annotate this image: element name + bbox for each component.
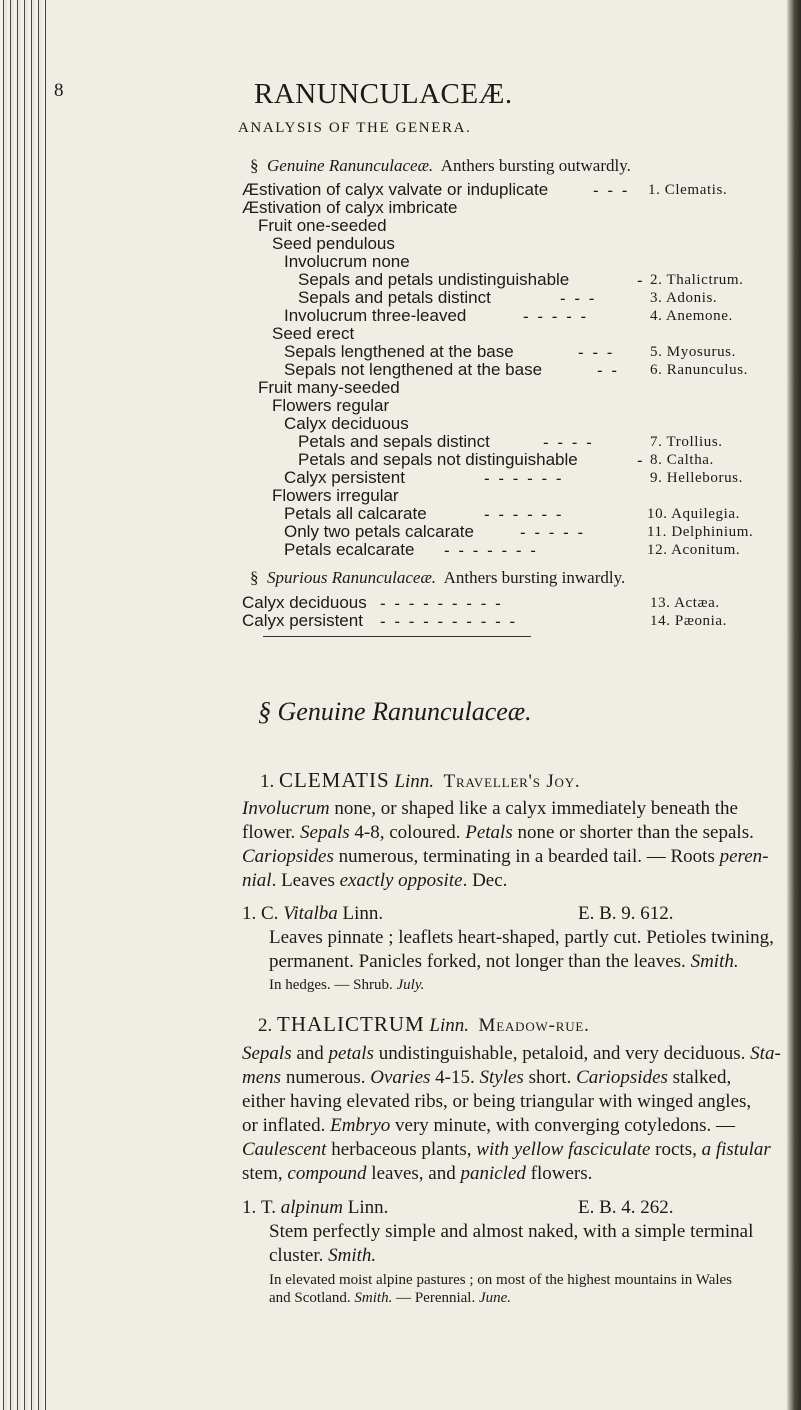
genus-authority: Linn. [394,771,435,792]
text: and Scotland. [269,1290,355,1306]
text: rocts, [650,1139,702,1160]
spurious-subheading [250,568,625,588]
key-row-dots: - - - - - [520,523,586,542]
key-row-result: 2. Thalictrum. [650,272,744,288]
key-row-text: Petals and sepals distinct [298,432,490,451]
habitat-line: In elevated moist alpine pastures ; on most of the highest mountains in Wales [269,1272,733,1288]
key-row-result: 6. Ranunculus. [650,362,748,378]
text: none, or shaped like a calyx immediately beneath the [329,798,738,819]
description-line [242,822,754,844]
species-description-line [269,951,739,973]
term: petals [328,1043,374,1064]
term: compound [287,1163,367,1184]
description-line [242,1043,781,1065]
genus-name: THALICTRUM [277,1012,425,1036]
key-row-dots: - [637,451,645,470]
species-authority: Linn. [337,903,384,924]
key-row-dots: - - - - - - - [444,541,538,560]
key-row-result: 9. Helleborus. [650,470,743,486]
key-row-result: 10. Aquilegia. [647,506,740,522]
text: none or shorter than the sepals. [512,822,754,843]
term: Sepals [242,1043,292,1064]
key-row-text: Involucrum three-leaved [284,306,467,325]
species-number: 1. [242,903,257,924]
key-row-text: Involucrum none [284,252,410,271]
author: Smith. [354,1290,393,1306]
term: with yellow fasciculate [476,1139,651,1160]
term: Involucrum [242,798,330,819]
text: short. [523,1067,577,1088]
analysis-title: ANALYSIS OF THE GENERA. [238,120,472,136]
key-row-dots: - - - - - [523,307,589,326]
species-name: alpinum [280,1197,343,1218]
section-mark: § [250,156,259,175]
text: very minute, with converging cotyledons. — [390,1115,736,1136]
key-row-dots: - [637,271,645,290]
author: Smith. [328,1245,377,1266]
genus-number: 1. [260,771,275,792]
term: panicled [460,1163,526,1184]
term: Embryo [330,1115,391,1136]
key-row-text: Petals ecalcarate [284,540,415,559]
text: undistinguishable, petaloid, and very deciduous. [373,1043,751,1064]
text: or inflated. [242,1115,331,1136]
key-row-text: Æstivation of calyx valvate or induplicate [242,180,549,199]
term: a fistular [701,1139,771,1160]
key-row-text: Petals and sepals not distinguishable [298,450,578,469]
species-description-line: Leaves pinnate ; leaflets heart-shaped, partly cut. Petioles twining, [269,927,774,948]
term: Cariopsides [242,846,334,867]
key-row-dots: - - - [578,343,615,362]
page-number: 8 [54,80,64,101]
genus-name: CLEMATIS [279,768,390,792]
term: Ovaries [370,1067,431,1088]
section-heading: § Genuine Ranunculaceæ. [258,697,532,726]
common-name: Traveller's Joy. [443,771,581,792]
key-row-text: Calyx deciduous [242,593,367,612]
text: stem, [242,1163,288,1184]
description-line [242,1163,592,1185]
term: Caulescent [242,1139,327,1160]
month: June. [478,1290,512,1306]
genuine-label: Genuine Ranunculaceæ. [267,156,434,175]
month: July. [396,977,425,993]
key-row-text: Only two petals calcarate [284,522,474,541]
species-heading-alpinum [242,1197,388,1219]
key-row-text: Seed erect [272,324,355,343]
key-row-dots: - - - - - - - - - - [380,612,518,631]
key-row-text: Sepals not lengthened at the base [284,360,543,379]
text: numerous. [281,1067,371,1088]
running-head: RANUNCULACEÆ. [254,78,513,110]
key-row-result: 4. Anemone. [650,308,733,324]
text: In hedges. — Shrub. [269,977,397,993]
description-line [242,870,507,892]
key-row-text: Sepals and petals distinct [298,288,491,307]
genus-authority: Linn. [429,1015,470,1036]
description-line [242,846,768,868]
key-row-text: Seed pendulous [272,234,395,253]
key-row-dots: - - - [560,289,597,308]
section-mark: § [250,568,259,587]
description-line [242,1067,731,1089]
text: herbaceous plants, [326,1139,477,1160]
text: and [291,1043,329,1064]
key-row-result: 14. Pæonia. [650,613,728,629]
text: . Dec. [462,870,508,891]
key-row-dots: - - - - - - - - - [380,594,503,613]
term: Cariopsides [576,1067,668,1088]
key-row-dots: - - - - [543,433,594,452]
habitat-line [269,1290,511,1307]
species-description-line [269,1245,376,1267]
key-row-result: 11. Delphinium. [647,524,754,540]
term: exactly opposite [339,870,463,891]
genus-heading-clematis [260,768,580,793]
author: Smith. [690,951,739,972]
term: Petals [465,822,513,843]
key-row-text: Sepals lengthened at the base [284,342,514,361]
key-row-result: 13. Actæa. [650,595,720,611]
key-row-text: Sepals and petals undistinguishable [298,270,570,289]
genus-number: 2. [258,1015,273,1036]
text: flowers. [525,1163,593,1184]
key-row-text: Calyx persistent [284,468,405,487]
text: 4-15. [430,1067,480,1088]
text: leaves, and [366,1163,461,1184]
key-row-text: Petals all calcarate [284,504,427,523]
key-row-text: Flowers regular [272,396,390,415]
genus-heading-thalictrum [258,1012,590,1037]
key-row-dots: - - [597,361,620,380]
term: mens [242,1067,282,1088]
habitat-line [269,977,424,994]
description-line: either having elevated ribs, or being triangular with winged angles, [242,1091,752,1112]
key-row-result: 3. Adonis. [650,290,718,306]
key-row-result: 1. Clematis. [648,182,728,198]
species-description-line: Stem perfectly simple and almost naked, with a simple terminal [269,1221,754,1242]
key-row-result: 12. Aconitum. [647,542,741,558]
key-row-result: 7. Trollius. [650,434,723,450]
key-row-text: Fruit many-seeded [258,378,400,397]
key-row-text: Calyx persistent [242,611,363,630]
common-name: Meadow-rue. [478,1015,590,1036]
text: 4-8, coloured. [349,822,466,843]
text: stalked, [667,1067,732,1088]
term: nial [242,870,272,891]
species-authority: Linn. [342,1197,389,1218]
key-row-dots: - - - [593,181,630,200]
text: numerous, terminating in a bearded tail. — Roots [333,846,720,867]
key-row-result: 8. Caltha. [650,452,714,468]
key-row-text: Æstivation of calyx imbricate [242,198,458,217]
key-row-result: 5. Myosurus. [650,344,736,360]
spurious-text: Anthers bursting inwardly. [443,568,626,587]
text: . Leaves [271,870,340,891]
key-row-text: Flowers irregular [272,486,399,505]
description-line [242,798,738,820]
description-line [242,1115,735,1137]
species-name: Vitalba [283,903,338,924]
text: permanent. Panicles forked, not longer than the leaves. [269,951,691,972]
key-row-dots: - - - - - - [484,469,564,488]
genuine-text: Anthers bursting outwardly. [440,156,631,175]
plate-reference: E. B. 9. 612. [578,903,674,924]
key-row-dots: - - - - - - [484,505,564,524]
page-right-edge [787,0,801,1410]
text: cluster. [269,1245,329,1266]
key-row-text: Fruit one-seeded [258,216,387,235]
book-spine-edge [0,0,46,1410]
term: Sepals [300,822,350,843]
genus-abbrev: T. [261,1197,281,1218]
term: Sta- [750,1043,781,1064]
key-row-text: Calyx deciduous [284,414,409,433]
description-line [242,1139,771,1161]
text: — Perennial. [392,1290,479,1306]
text: flower. [242,822,301,843]
spurious-label: Spurious Ranunculaceæ. [267,568,437,587]
species-heading-vitalba [242,903,383,925]
species-number: 1. [242,1197,257,1218]
genuine-subheading [250,156,631,176]
genus-abbrev: C. [261,903,284,924]
term: Styles [479,1067,524,1088]
section-divider [263,636,531,637]
plate-reference: E. B. 4. 262. [578,1197,674,1218]
term: peren- [719,846,769,867]
